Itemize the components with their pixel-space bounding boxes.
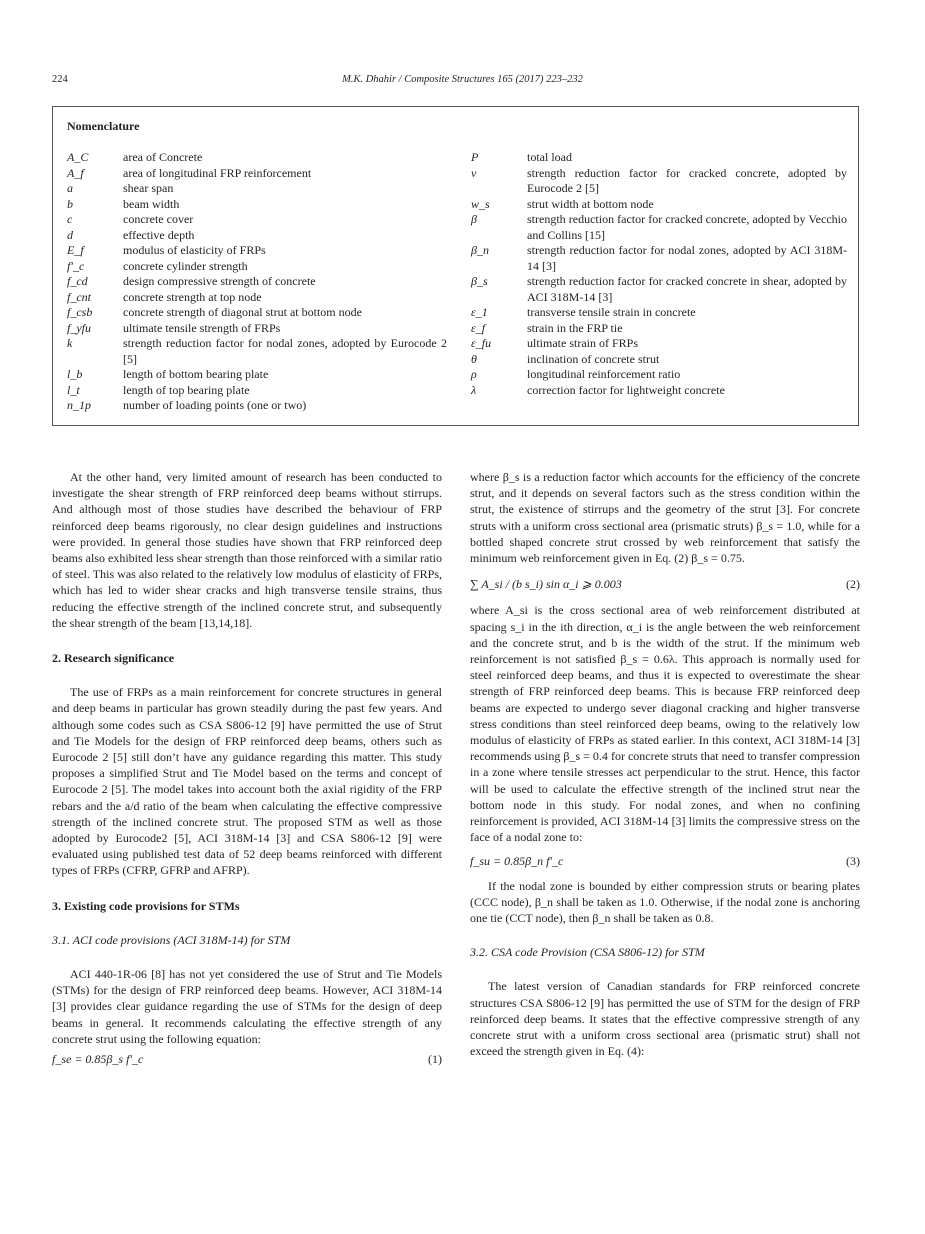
nomenclature-definition: area of longitudinal FRP reinforcement bbox=[123, 165, 312, 180]
nomenclature-symbol: β bbox=[471, 212, 477, 226]
page-number: 224 bbox=[52, 74, 68, 85]
nomenclature-entry bbox=[471, 166, 847, 197]
nomenclature-definition: strength reduction factor for nodal zones, adopted by ACI 318M-14 [3] bbox=[527, 243, 847, 273]
paragraph: where A_si is the cross sectional area of web reinforcement distributed at spacing s_i in the ith direction, α_i is the angle between the web reinforcement and the concrete strut, and b is the width of the strut. If the minimum web reinforcement is not satisfied β_s = 0.6λ. This approach is normally used for steel reinforced deep beams, and thus it is expected to overestimate the shear strength of FRP reinforced deep beams. This is because FRP reinforced deep beams are expected to undergo sever diagonal cracking and higher transverse stress conditions than steel reinforced deep beams, owing to the relatively low modulus of elasticity of FRPs as stated earlier. In this context, ACI 318M-14 [3] recommends using β_s = 0.4 for concrete struts that need to transfer compression in a zone where tensile stresses act perpendicular to the strut. Hence, this factor will be used to calculate the effective strength of the inclined strut near the bottom node in this study. For nodal zones, and when no confining reinforcement is provided, ACI 318M-14 [3] limits the compressive stress on the face of a nodal zone to: bbox=[470, 603, 860, 845]
nomenclature-symbol: ε_fu bbox=[471, 336, 492, 350]
nomenclature-right-column bbox=[471, 150, 847, 398]
left-column bbox=[52, 469, 442, 1071]
nomenclature-definition: modulus of elasticity of FRPs bbox=[123, 243, 266, 257]
nomenclature-entry bbox=[67, 305, 447, 321]
nomenclature-symbol: ε_f bbox=[471, 320, 486, 335]
nomenclature-symbol: E_f bbox=[67, 243, 84, 257]
nomenclature-symbol: f′_c bbox=[67, 258, 85, 273]
nomenclature-symbol: ν bbox=[471, 165, 477, 180]
equation-number: (3) bbox=[846, 854, 860, 869]
equation-body: f_su = 0.85β_n f′_c bbox=[470, 854, 564, 869]
paragraph: If the nodal zone is bounded by either compression struts or bearing plates (CCC node), β_n shall be taken as 1.0. Otherwise, if the nodal zone is anchoring one tie (CCT node), then β_n shall be taken as 0.8. bbox=[470, 878, 860, 926]
nomenclature-definition: area of Concrete bbox=[123, 150, 203, 164]
nomenclature-definition: concrete strength of diagonal strut at bottom node bbox=[123, 305, 362, 319]
nomenclature-entry bbox=[471, 321, 847, 337]
nomenclature-entry bbox=[471, 274, 847, 305]
nomenclature-symbol: n_1p bbox=[67, 398, 91, 412]
nomenclature-definition: strength reduction factor for nodal zones, adopted by Eurocode 2 [5] bbox=[123, 336, 447, 366]
nomenclature-symbol: w_s bbox=[471, 196, 490, 211]
nomenclature-symbol: d bbox=[67, 227, 73, 242]
nomenclature-definition: strength reduction factor for cracked concrete, adopted by Vecchio and Collins [15] bbox=[527, 212, 847, 242]
paragraph: The latest version of Canadian standards for FRP reinforced concrete structures CSA S806-12 [9] has permitted the use of STM for the design of FRP reinforced deep beams. It states that the effective compressive strength of any concrete strut with a uniform cross sectional area (prismatic strut) shall not exceed the strength given in Eq. (4): bbox=[470, 979, 860, 1059]
nomenclature-symbol: P bbox=[471, 150, 479, 164]
nomenclature-definition: effective depth bbox=[123, 227, 195, 242]
paragraph: At the other hand, very limited amount of research has been conducted to investigate the shear strength of FRP reinforced deep beams without stirrups. And although most of those studies have described the behaviour of FRP reinforced deep beams rigorously, no clear design guidelines and instructions were provided. In general those studies have shown that FRP reinforced deep beams also exhibited less shear strength than those reinforced with a similar ratio of steel. This was also related to the relatively low modulus of elasticity of FRPs, which has led to wider shear cracks and high transverse tensile strains, thus reducing the effective strength of the inclined concrete strut, and subsequently the shear strength of the beam [13,14,18]. bbox=[52, 470, 442, 630]
subsection-heading: 3.1. ACI code provisions (ACI 318M-14) for STM bbox=[52, 932, 291, 947]
nomenclature-definition: concrete strength at top node bbox=[123, 289, 262, 304]
nomenclature-symbol: ρ bbox=[471, 367, 477, 381]
nomenclature-definition: strut width at bottom node bbox=[527, 196, 654, 211]
equation-2 bbox=[470, 576, 860, 592]
nomenclature-entry bbox=[471, 352, 847, 368]
nomenclature-entry bbox=[471, 336, 847, 352]
nomenclature-entry bbox=[67, 228, 447, 244]
nomenclature-symbol: f_yfu bbox=[67, 320, 91, 335]
nomenclature-symbol: β_n bbox=[471, 243, 489, 257]
nomenclature-definition: concrete cover bbox=[123, 212, 194, 226]
nomenclature-entry bbox=[67, 290, 447, 306]
nomenclature-definition: longitudinal reinforcement ratio bbox=[527, 367, 681, 381]
nomenclature-entry bbox=[67, 336, 447, 367]
nomenclature-entry bbox=[471, 212, 847, 243]
nomenclature-entry bbox=[67, 398, 447, 414]
equation-number: (1) bbox=[428, 1052, 442, 1067]
nomenclature-entry bbox=[67, 181, 447, 197]
nomenclature-entry bbox=[67, 166, 447, 182]
nomenclature-symbol: ε_1 bbox=[471, 305, 488, 319]
nomenclature-entry bbox=[67, 259, 447, 275]
nomenclature-symbol: λ bbox=[471, 382, 477, 397]
equation-number: (2) bbox=[846, 577, 860, 592]
nomenclature-entry bbox=[67, 274, 447, 290]
nomenclature-symbol: A_C bbox=[67, 150, 89, 164]
nomenclature-entry bbox=[471, 197, 847, 213]
nomenclature-symbol: f_cnt bbox=[67, 289, 91, 304]
nomenclature-entry bbox=[471, 305, 847, 321]
nomenclature-symbol: c bbox=[67, 212, 73, 226]
nomenclature-definition: strength reduction factor for cracked concrete in shear, adopted by ACI 318M-14 [3] bbox=[527, 274, 847, 304]
nomenclature-symbol: f_cd bbox=[67, 274, 88, 288]
nomenclature-definition: strength reduction factor for cracked concrete, adopted by Eurocode 2 [5] bbox=[527, 165, 847, 195]
running-header: M.K. Dhahir / Composite Structures 165 (2017) 223–232 bbox=[342, 74, 583, 85]
equation-body: f_se = 0.85β_s f′_c bbox=[52, 1052, 144, 1067]
nomenclature-definition: transverse tensile strain in concrete bbox=[527, 305, 696, 319]
nomenclature-symbol: f_csb bbox=[67, 305, 93, 319]
nomenclature-left-column bbox=[67, 150, 447, 414]
nomenclature-entry bbox=[67, 197, 447, 213]
nomenclature-symbol: θ bbox=[471, 351, 477, 366]
nomenclature-definition: total load bbox=[527, 150, 572, 164]
nomenclature-definition: shear span bbox=[123, 181, 174, 195]
equation-1 bbox=[52, 1051, 442, 1067]
nomenclature-definition: number of loading points (one or two) bbox=[123, 398, 307, 412]
nomenclature-definition: correction factor for lightweight concrete bbox=[527, 382, 725, 397]
nomenclature-entry bbox=[67, 212, 447, 228]
nomenclature-entry bbox=[471, 150, 847, 166]
nomenclature-entry bbox=[67, 243, 447, 259]
nomenclature-entry bbox=[471, 383, 847, 399]
nomenclature-symbol: β_s bbox=[471, 274, 488, 288]
nomenclature-definition: ultimate strain of FRPs bbox=[527, 336, 638, 350]
nomenclature-definition: concrete cylinder strength bbox=[123, 258, 248, 273]
nomenclature-entry bbox=[67, 150, 447, 166]
nomenclature-entry bbox=[67, 321, 447, 337]
nomenclature-entry bbox=[67, 383, 447, 399]
nomenclature-symbol: l_t bbox=[67, 382, 80, 397]
nomenclature-symbol: b bbox=[67, 196, 73, 211]
paragraph: ACI 440-1R-06 [8] has not yet considered the use of Strut and Tie Models (STMs) for the design of FRP reinforced deep beams. However, ACI 318M-14 [3] provides clear guidance regarding the use of STMs for the design of deep beams in general. It recommends calculating the effective strength of any concrete strut using the following equation: bbox=[52, 967, 442, 1046]
paragraph: The use of FRPs as a main reinforcement for concrete structures in general and deep beams in particular has grown steadily during the past few years. And although some codes such as CSA S806-12 [9] have permitted the use of Strut and Tie Models for the design of FRP reinforced deep beams, others such as Eurocode 2 [5] still don’t have any guidance regarding this matter. This study proposes a simplified Strut and Tie Model based on the terms and concept of Eurocode 2 [5]. The model takes into account both the axial rigidity of the FRP rebars and the a/d ratio of the beam when calculating the effective compressive strength of the inclined concrete strut. The proposed STM as well as those adopted by Eurocode2 [5], ACI 318M-14 [3] and CSA S806-12 [9] were evaluated using published test data of 52 deep beams reinforced with different types of FRPs (CFRP, GFRP and AFRP). bbox=[52, 685, 442, 878]
nomenclature-definition: inclination of concrete strut bbox=[527, 351, 660, 366]
nomenclature-symbol: a bbox=[67, 181, 73, 195]
section-heading: 2. Research significance bbox=[52, 651, 175, 666]
nomenclature-definition: ultimate tensile strength of FRPs bbox=[123, 320, 281, 335]
nomenclature-title: Nomenclature bbox=[67, 119, 140, 133]
equation-body: ∑ A_si / (b s_i) sin α_i ⩾ 0.003 bbox=[470, 577, 622, 592]
nomenclature-entry bbox=[471, 243, 847, 274]
section-heading: 3. Existing code provisions for STMs bbox=[52, 898, 240, 913]
nomenclature-definition: length of top bearing plate bbox=[123, 382, 250, 397]
nomenclature-definition: length of bottom bearing plate bbox=[123, 367, 269, 381]
nomenclature-definition: beam width bbox=[123, 196, 180, 211]
nomenclature-entry bbox=[471, 367, 847, 383]
nomenclature-box bbox=[52, 106, 859, 426]
subsection-heading: 3.2. CSA code Provision (CSA S806-12) for STM bbox=[470, 945, 705, 960]
equation-3 bbox=[470, 853, 860, 869]
nomenclature-symbol: l_b bbox=[67, 367, 83, 381]
nomenclature-definition: design compressive strength of concrete bbox=[123, 274, 316, 288]
nomenclature-entry bbox=[67, 367, 447, 383]
nomenclature-definition: strain in the FRP tie bbox=[527, 320, 623, 335]
nomenclature-symbol: A_f bbox=[67, 165, 84, 180]
nomenclature-symbol: k bbox=[67, 336, 73, 350]
paragraph: where β_s is a reduction factor which accounts for the efficiency of the concrete strut, and it depends on several factors such as the stress condition within the strut, the existence of stirrups and the geometry of the strut [3]. For concrete struts with a uniform cross sectional area (prismatic struts) β_s = 1.0, while for a bottled shaped concrete strut crossed by web reinforcement that satisfy the minimum web reinforcement given in Eq. (2) β_s = 0.75. bbox=[470, 470, 860, 566]
right-column bbox=[470, 469, 860, 1060]
